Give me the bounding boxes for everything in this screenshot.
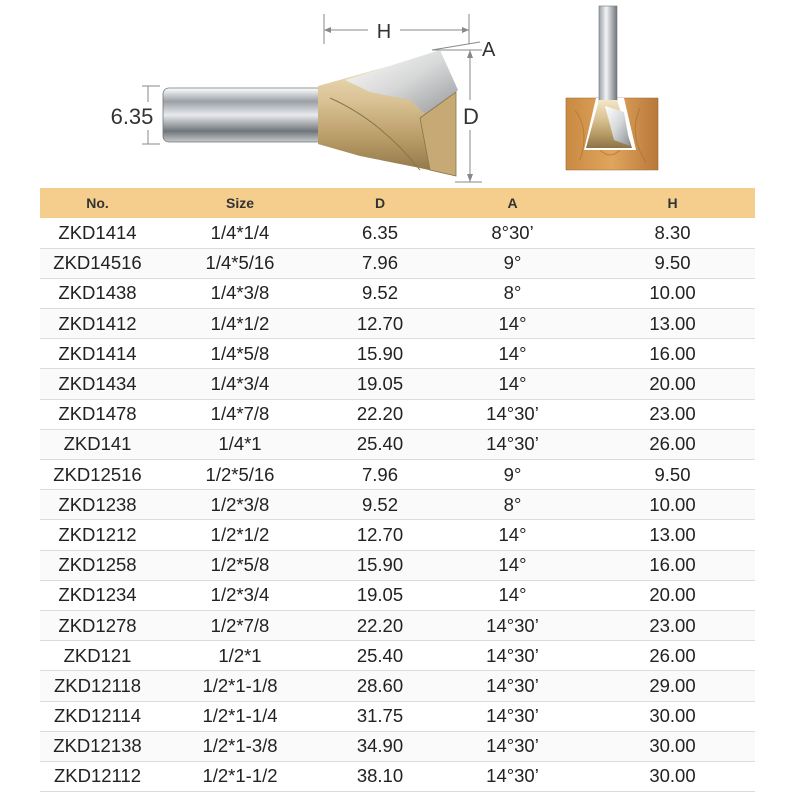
table-row (40, 460, 755, 490)
cell-size: 1/4*5/16 (155, 248, 325, 278)
cell-size: 1/2*1-3/8 (155, 731, 325, 761)
cell-a: 14° (435, 550, 590, 580)
table-row (40, 580, 755, 610)
cell-size: 1/2*1-1/8 (155, 671, 325, 701)
cell-size: 1/2*7/8 (155, 610, 325, 640)
cell-h: 30.00 (590, 701, 755, 731)
cell-d: 9.52 (325, 278, 435, 308)
cell-a: 14° (435, 339, 590, 369)
cell-a: 14°30’ (435, 610, 590, 640)
cell-size: 1/2*1-1/4 (155, 701, 325, 731)
table-row (40, 761, 755, 791)
cell-h: 13.00 (590, 520, 755, 550)
cell-a: 8° (435, 490, 590, 520)
cell-d: 9.52 (325, 490, 435, 520)
label-a: A (482, 39, 496, 61)
cell-size: 1/4*3/4 (155, 369, 325, 399)
table-row (40, 701, 755, 731)
cell-d: 34.90 (325, 731, 435, 761)
cell-h: 26.00 (590, 429, 755, 459)
cell-h: 23.00 (590, 610, 755, 640)
header-no: No. (86, 195, 109, 211)
cell-h: 26.00 (590, 641, 755, 671)
cell-d: 38.10 (325, 761, 435, 791)
cell-size: 1/4*3/8 (155, 278, 325, 308)
cell-a: 14°30’ (435, 701, 590, 731)
table-row (40, 671, 755, 701)
cell-no: ZKD12114 (40, 701, 155, 731)
table-row (40, 369, 755, 399)
cell-no: ZKD14516 (40, 248, 155, 278)
table-row (40, 731, 755, 761)
cell-h: 23.00 (590, 399, 755, 429)
cell-h: 30.00 (590, 761, 755, 791)
table-row (40, 278, 755, 308)
cell-h: 20.00 (590, 580, 755, 610)
cell-no: ZKD1434 (40, 369, 155, 399)
table-row (40, 610, 755, 640)
cell-a: 14°30’ (435, 761, 590, 791)
table-row (40, 399, 755, 429)
cell-a: 14°30’ (435, 399, 590, 429)
table-row (40, 641, 755, 671)
cell-no: ZKD1212 (40, 520, 155, 550)
cell-size: 1/4*1/2 (155, 309, 325, 339)
cell-no: ZKD1414 (40, 218, 155, 248)
label-d: D (463, 104, 479, 129)
cell-h: 9.50 (590, 248, 755, 278)
cell-h: 16.00 (590, 550, 755, 580)
cell-d: 22.20 (325, 399, 435, 429)
cell-h: 20.00 (590, 369, 755, 399)
dimension-h (324, 14, 469, 44)
cell-size: 1/4*5/8 (155, 339, 325, 369)
cell-size: 1/2*3/8 (155, 490, 325, 520)
table-row (40, 309, 755, 339)
cell-no: ZKD12112 (40, 761, 155, 791)
cell-size: 1/2*5/16 (155, 460, 325, 490)
cell-no: ZKD1414 (40, 339, 155, 369)
cell-no: ZKD12138 (40, 731, 155, 761)
label-h: H (376, 21, 392, 43)
table-row (40, 429, 755, 459)
cell-d: 25.40 (325, 641, 435, 671)
table-row (40, 339, 755, 369)
cell-no: ZKD1278 (40, 610, 155, 640)
dimension-d (455, 50, 484, 182)
dimension-shank (100, 86, 160, 144)
cell-size: 1/2*1-1/2 (155, 761, 325, 791)
cell-d: 25.40 (325, 429, 435, 459)
cell-h: 30.00 (590, 731, 755, 761)
cell-a: 9° (435, 460, 590, 490)
dovetail-bit-diagram (0, 0, 800, 188)
table-row (40, 520, 755, 550)
cell-size: 1/2*3/4 (155, 580, 325, 610)
cell-h: 13.00 (590, 309, 755, 339)
cell-d: 15.90 (325, 550, 435, 580)
cell-d: 7.96 (325, 460, 435, 490)
cell-no: ZKD1238 (40, 490, 155, 520)
cell-size: 1/4*1/4 (155, 218, 325, 248)
cell-a: 14°30’ (435, 671, 590, 701)
cell-no: ZKD1234 (40, 580, 155, 610)
cell-h: 16.00 (590, 339, 755, 369)
cell-no: ZKD1438 (40, 278, 155, 308)
cell-a: 8°30’ (435, 218, 590, 248)
cell-h: 9.50 (590, 460, 755, 490)
cell-a: 9° (435, 248, 590, 278)
cell-a: 14°30’ (435, 429, 590, 459)
cell-d: 12.70 (325, 309, 435, 339)
cell-a: 14° (435, 309, 590, 339)
cell-size: 1/2*1/2 (155, 520, 325, 550)
cell-no: ZKD1412 (40, 309, 155, 339)
spec-table-container (40, 188, 755, 792)
cell-h: 10.00 (590, 490, 755, 520)
cell-h: 10.00 (590, 278, 755, 308)
cell-h: 8.30 (590, 218, 755, 248)
bit-side-view (163, 50, 458, 176)
cell-no: ZKD1478 (40, 399, 155, 429)
cell-no: ZKD121 (40, 641, 155, 671)
header-h: H (667, 195, 678, 211)
table-header-row (40, 188, 755, 218)
cell-d: 15.90 (325, 339, 435, 369)
cell-h: 29.00 (590, 671, 755, 701)
table-row (40, 550, 755, 580)
cell-d: 12.70 (325, 520, 435, 550)
cell-no: ZKD1258 (40, 550, 155, 580)
cell-a: 14° (435, 580, 590, 610)
cell-size: 1/2*1 (155, 641, 325, 671)
cell-size: 1/4*1 (155, 429, 325, 459)
table-row (40, 218, 755, 248)
cell-d: 19.05 (325, 369, 435, 399)
cell-d: 22.20 (325, 610, 435, 640)
cell-size: 1/2*5/8 (155, 550, 325, 580)
cell-no: ZKD141 (40, 429, 155, 459)
table-row (40, 490, 755, 520)
spec-table (40, 188, 755, 792)
cell-a: 8° (435, 278, 590, 308)
cell-a: 14°30’ (435, 731, 590, 761)
cell-no: ZKD12118 (40, 671, 155, 701)
cell-a: 14°30’ (435, 641, 590, 671)
cell-d: 31.75 (325, 701, 435, 731)
cell-a: 14° (435, 369, 590, 399)
cell-d: 19.05 (325, 580, 435, 610)
cell-a: 14° (435, 520, 590, 550)
cell-size: 1/4*7/8 (155, 399, 325, 429)
cell-d: 28.60 (325, 671, 435, 701)
bit-in-wood-view (566, 6, 658, 170)
cell-d: 6.35 (325, 218, 435, 248)
header-size: Size (225, 195, 254, 211)
cell-no: ZKD12516 (40, 460, 155, 490)
label-shank: 6.35 (110, 104, 154, 129)
header-d: D (374, 195, 386, 211)
cell-d: 7.96 (325, 248, 435, 278)
table-row (40, 248, 755, 278)
header-a: A (507, 195, 518, 211)
